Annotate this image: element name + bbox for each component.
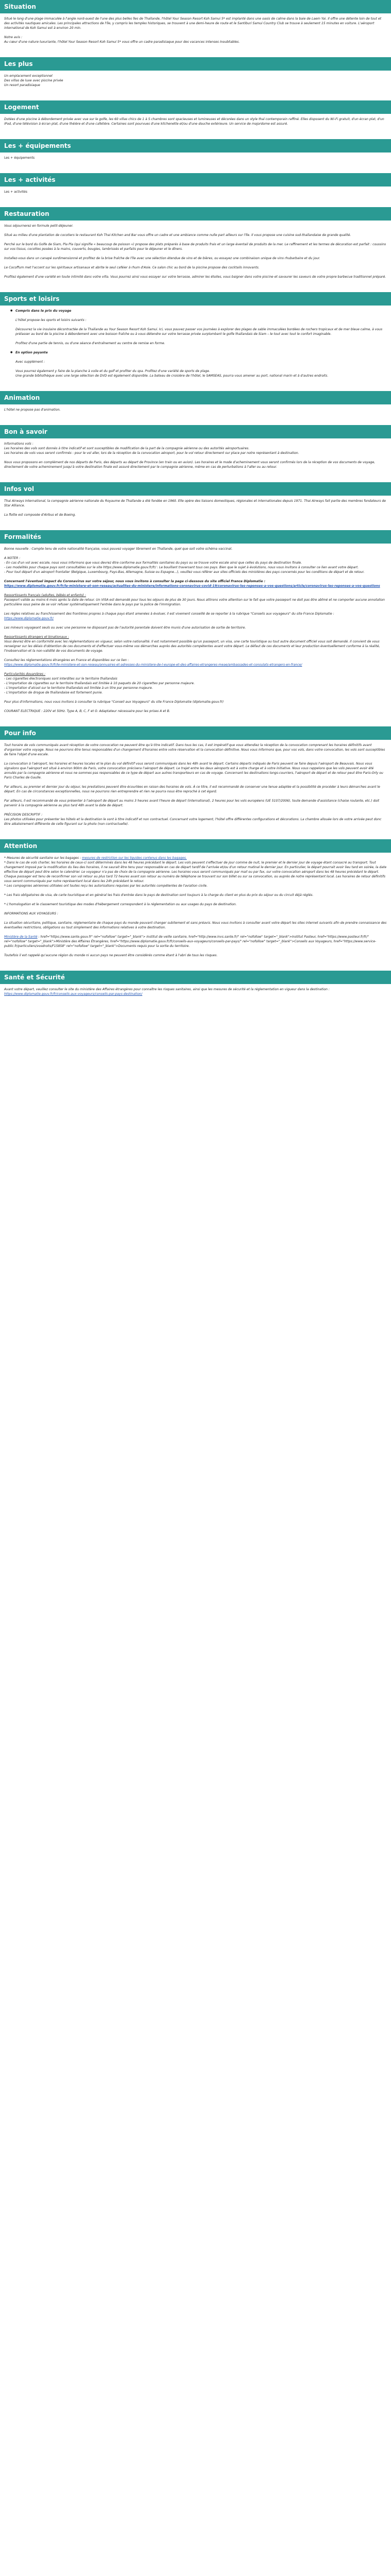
section-title-attention: Attention xyxy=(0,839,391,853)
sports-paragraph: Avec supplément : xyxy=(15,360,45,364)
animation-text: L'hôtel ne propose pas d'animation. xyxy=(4,408,61,412)
formalites-paragraph xyxy=(4,612,387,621)
formalites-paragraph xyxy=(4,658,387,667)
bonasavoir-line: Les horaires de vols vous seront confirmés : pour le vol aller, lors de la réception de la convocation aéroport, pour le vol retour directement sur place par notre représentant à destination. xyxy=(4,451,299,455)
bonasavoir-paragraph xyxy=(4,442,387,455)
section-title-activites: Les + activités xyxy=(0,173,391,187)
section-title-restauration: Restauration xyxy=(0,207,391,221)
attention-paragraph: Toutefois il est rappelé qu'aucune région du monde ni aucun pays ne peuvent être considérés comme étant à l'abri de tous les risques. xyxy=(4,954,218,957)
attention-paragraph: * L'homologation et le classement touristique des modes d'hébergement correspondent à la réglementation ou aux usages du pays de destination. xyxy=(4,903,237,906)
sports-paragraph: Découvrez la vie insulaire décontractée de la Thaïlande au Your Season Resort Koh Samui. Ici, vous pouvez passer vos journées à explorer des plages de sable immaculées bordées de rochers tropicaux et de mer bleue calme, à vous prélasser au bord de la piscine à débordement avec une boisson fraîche ou à vous détendre sur votre terrasse privée surplombant le golfe thaïlandais de Siam – le tout avec tout le confort imaginable. xyxy=(15,328,383,336)
conseils-link[interactable]: https://www.diplomatie.gouv.fr/fr/conseils-aux-voyageurs/conseils-par-pays-destination/ xyxy=(4,992,142,996)
coronavirus-note: Concernant l'éventuel impact du Coronavirus sur votre séjour, nous vous invitons à consulter la page ci-dessous du site officiel France Diplomatie : xyxy=(4,580,266,583)
pourinfo-paragraph: Tout horaire de vols communiqués avant réception de votre convocation ne peuvent être qu'à titre indicatif. Dans tous les cas, il est impératif que vous attendiez la réception de la convocation comprenant les horaires définitifs avant d'organiser votre voyage. Nous ne pourrons être tenus responsables d'un changement d'horaires entre votre réservation et la convocation définitive. Nous vous informons que, pour vos vols, dans votre convocation, les vols sont susceptibles de faire l'objet d'une escale. xyxy=(4,743,385,756)
formalites-paragraph xyxy=(4,593,387,607)
formalites-paragraph xyxy=(4,556,387,574)
formalites-line: Passeport valide au moins 6 mois après la date de retour. Un VISA est demandé pour tous les séjours de plus de 30 jours. Nous attirons votre attention sur le fait que votre passeport ne doit pas être abîmé et ne comporter aucune annotation particulière sous peine de se voir refuser systématiquement l'entrée dans le pays par la police de l'immigration. xyxy=(4,598,385,606)
section-title-animation: Animation xyxy=(0,391,391,404)
flight-info-label: Informations vols : xyxy=(4,442,34,446)
plus-item: Des villas de luxe avec piscine privée xyxy=(4,79,63,82)
plus-list xyxy=(4,74,387,88)
situation-review xyxy=(4,35,387,44)
diplomatie-link[interactable]: https://www.diplomatie.gouv.fr/ xyxy=(4,617,54,620)
coronavirus-link[interactable]: https://www.diplomatie.gouv.fr/fr/le-ministere-et-son-reseau/actualites-du-ministere/informations-coronavirus-covid-19/coronavirus-les-reponses-a-vos-questions/article/coronavirus-les-reponses-a-vos-questions xyxy=(4,584,380,588)
formalites-paragraph: Pour plus d'informations, nous vous invitons à consulter la rubrique "Conseil aux Voyageurs" du site France Diplomatie (diplomatie.gouv.fr) xyxy=(4,700,224,704)
pourinfo-paragraph: La convocation à l'aéroport, les horaires et heures locales et le plan du vol définitif vous seront communiqués dans les 48h avant le départ. Certains départs indiqués de Paris peuvent se faire depuis l'aéroport de Beauvais. Nous vous signalons que l'aéroport est situé à environ 90km de Paris, votre convocation précisera l'aéroport de départ. Le trajet entre les deux aéroports est à votre charge et à votre initiative. Nous vous rappelons que les vols peuvent avoir été annulés par la compagnie aérienne et nous ne sommes pas responsables de ce type de départ aux autres transporteurs en cas de voyage. Concernant les destinations longs-courriers, l'aéroport de départ et de retour peut être Paris-Orly ou Paris Charles de Gaulle. xyxy=(4,762,383,779)
formalites-paragraph: Bonne nouvelle : Compte tenu de votre nationalité française, vous pouvez voyager librement en Thaïlande, quel que soit votre schéma vaccinal. xyxy=(4,547,233,551)
precision-label: PRÉCISION DESCRIPTIF : xyxy=(4,813,43,817)
restauration-paragraph: Profitez également d'une variété en toute intimité dans votre villa. Vous pourrez ainsi vous essayer sur votre terrasse, admirer les étoiles, vous baigner dans votre piscine et savourer les saveurs de votre propre barbecue traditionnel préparé. xyxy=(4,275,386,279)
section-body-pourinfo xyxy=(0,740,391,833)
review-label: Notre avis : xyxy=(4,36,23,39)
included-heading: ● Compris dans le prix du voyage xyxy=(4,309,387,313)
section-body-sante xyxy=(0,984,391,1003)
section-title-sante: Santé et Sécurité xyxy=(0,971,391,984)
section-body-plus xyxy=(0,71,391,94)
restauration-paragraph: Vous séjournerez en formule petit-déjeuner. xyxy=(4,224,74,228)
section-body-infosvol xyxy=(0,496,391,524)
liquids-link[interactable]: mesures de restriction sur les liquides contenus dans les bagages. xyxy=(82,856,187,860)
restauration-paragraph: Situé au milieu d'une plantation de cocotiers le restaurant Koh Thai Kitchen and Bar vous offre un cadre et une ambiance comme nulle part ailleurs sur l'île. Il vous propose une cuisine sud-thaïlandaise de grande qualité. xyxy=(4,233,351,237)
pourinfo-paragraph: Par ailleurs, il est recommandé de vous présenter à l'aéroport de départ au moins 3 heures avant l'heure de départ (international), 2 heures pour les vols européens (UE 5107/2006), toute demande d'assistance (chaise roulante, etc.) doit parvenir à la compagnie aérienne au plus tard 48h avant la date de départ. xyxy=(4,799,380,807)
section-body-animation xyxy=(0,404,391,419)
sante-paragraph xyxy=(4,987,387,996)
formalites-line: - L'importation de drogue de thaïlandaise est fortement punie. xyxy=(4,691,103,694)
section-body-equipements xyxy=(0,152,391,167)
sports-paragraph: Profitez d'une partie de tennis, ou d'une séance d'entraînement au centre de remise en forme. xyxy=(15,342,166,345)
sante-link[interactable]: Ministère de la Santé xyxy=(4,935,38,939)
situation-paragraph: Situé le long d'une plage immaculée à l'angle nord-ouest de l'une des plus belles îles de Thaïlande, l'hôtel Your Season Resort Koh Samui 5* est implanté dans une oasis de calme dans la baie de Laem Yai. Il offre une détente loin de tout et des activités nautiques amicales. Les principales attractions de l'île, y compris les temples historiques, se trouvent à une demi-heure de route et le Santiburi Samui Country Club se trouve à seulement 15 minutes en voiture. L'aéroport international de Koh Samui est à environ 20 min. xyxy=(4,17,382,30)
sante-line: Avant votre départ, veuillez consulter le site du ministère des Affaires étrangères pour connaître les risques sanitaires, ainsi que les mesures de sécurité et la réglementation en vigueur dans la destination : xyxy=(4,988,330,991)
formalites-line: - L'importation de cigarettes sur le territoire thaïlandais est limitée à 10 paquets de 20 cigarettes par personne majeure. xyxy=(4,682,195,685)
section-title-formalites: Formalités xyxy=(0,530,391,544)
sports-paragraph xyxy=(4,369,387,378)
section-title-situation: Situation xyxy=(0,0,391,13)
section-body-bonasavoir xyxy=(0,438,391,476)
section-body-attention xyxy=(0,853,391,964)
section-title-plus: Les plus xyxy=(0,57,391,71)
formalites-line: - Pour tout départ d'un aéroport frontalier (Belgique, Luxembourg, Pays-Bas, Allemagne, Suisse ou Espagne...), veuillez vous référer aux sites officiels des ministères des pays concernés pour les conditions de départ et de retour. xyxy=(4,570,365,574)
section-title-infosvol: Infos vol xyxy=(0,482,391,496)
formalites-line: Vous devrez être en conformité avec les réglementations en vigueur, selon votre nationalité. Il est notamment possible qu'un passeport, un visa, une carte touristique ou tout autre document officiel vous soit demandé. Il convient de vous renseigner sur les délais d'obtention de ces documents et d'effectuer vous-même vos démarches auprès des autorités compétentes avant votre départ. Le défaut de ces documents et leur production éventuellement conforme à la réalité, l'inobservation et la non-validité de vos documents de voyage. xyxy=(4,640,380,653)
formalites-paragraph: COURANT ELECTRIQUE : 220V et 50Hz. Type A, B, C, F et O. Adaptateur nécessaire pour les prises A et B. xyxy=(4,709,170,713)
attention-line: * Dans le cas de vols charter, les horaires de ceux-ci sont déterminés dans les 48 heures précédant le départ. Les vols peuvent s'effectuer de jour comme de nuit, le premier et le dernier jour de voyage étant consacré au transport. Tout changement imposé par la modification du lieu des horaires, il ne saurait être tenu pour responsable en cas de départ tardif de l'arrivée et/ou d'un retour matinal le dernier jour. En particulier, le départ pourrait avoir lieu tard en soirée, la date effective de départ peut être selon le calendrier. Le voyageur n'a pas de choix de la compagnie aérienne. Les horaires vous seront communiqués par mail ou par fax, sur votre convocation aéroport dans les 48 heures précédant le départ. Chaque passager est tenu de reconfirmer son vol retour au plus tard 72 heures avant son retour au numéro de téléphone se trouvant sur son billet ou sur sa convocation, ou auprès de notre représentant local. Les horaires de retour définitifs vous seront communiqués par notre représentant local dans les 24h précédant le retour. xyxy=(4,861,387,883)
formalites-line: Les règles relatives au franchissement des frontières propres à chaque pays étant amenées à évoluer, il est vivement conseillé de se reporter à la rubrique "Conseils aux voyageurs" du site France Diplomatie : xyxy=(4,612,334,616)
review-text: Au cœur d'une nature luxuriante, l'hôtel Your Season Resort Koh Samui 5* vous offre un cadre paradisiaque pour des vacances intenses inoubliables. xyxy=(4,40,240,44)
sports-paragraph: L'hôtel propose les sports et loisirs suivants : xyxy=(15,318,87,322)
section-body-activites xyxy=(0,187,391,201)
sports-line: Une grande bibliothèque avec une large sélection de DVD est également disponible. La bateau de croisière de l'hôtel, le SAMSEAS, pourra vous amener au port, national marin et à d'autres endroits. xyxy=(15,374,329,378)
equipements-text: Les + équipements xyxy=(4,156,35,160)
formalites-line: - En cas d'un vol avec escale, nous vous informons que vous devrez être conforme aux formalités sanitaires du pays ou se trouve votre escale ainsi que celles du pays de destination finale. xyxy=(4,561,302,565)
attention-line: * Mesures de sécurité sanitaire sur les bagages : xyxy=(4,856,81,860)
restauration-paragraph: Perché sur le bord du Golfe de Siam, Pla Pla (qui signifie « beaucoup de poisson ») propose des plats préparés à base de produits frais et un large éventail de produits de la mer. Le raffinement et les termes de décoration est parfait : coussins sur vos tissus, cocottes posées à la mains, couverts, bougies, lambrissés et parfaits pour le déjeuner et le dîners. xyxy=(4,243,386,251)
formalites-paragraph xyxy=(4,672,387,695)
logement-paragraph: Dotées d'une piscine à débordement privée avec vue sur le golfe, les 60 villas chics de 1 à 5 chambres sont spacieuses et lumineuses et décorées dans un style thaï contemporain raffiné. Elles disposent du Wi-Fi gratuit, d'un écran plat, d'un iPod, d'une télévision à écran plat, d'une théière et d'une cafetière. Certaines sont pourvues d'une kitchenette et/ou d'une douche extérieure. Un service de majordome est assuré. xyxy=(4,117,384,126)
sports-line: Vous pourrez également y faire de la planche à voile et du golf et profiter du spa. Profitez d'une variété de sports de plage. xyxy=(15,369,210,373)
attention-paragraph: * Les frais obligatoires de visa, de carte touristique et en général les frais d'entrée dans le pays de destination sont toujours à la charge du client en plus du prix du séjour ou du circuit déjà réglés. xyxy=(4,893,314,897)
section-body-situation xyxy=(0,13,391,51)
optional-heading: ● En option payante xyxy=(4,350,387,355)
attention-paragraph xyxy=(4,856,387,888)
customs-label: Particularités douanières : xyxy=(4,672,46,676)
attention-paragraph xyxy=(4,935,387,948)
page xyxy=(0,0,391,1003)
attention-paragraph: INFORMATIONS AUX VOYAGEURS : xyxy=(4,912,58,916)
formalites-line: - L'importation d'alcool sur le territoire thaïlandais est limitée à un litre par personne majeure. xyxy=(4,686,153,690)
bonasavoir-paragraph: Nous vous proposons en complément de nos départs de Paris, des départs au départ de Province (en train ou en avion). Les horaires et le mode d'acheminement vous seront confirmés lors de la réception de vos documents de voyage, directement de votre acheminement jusqu'à votre destination finale est assuré directement par le compagnie aérienne, même en cas de perturbations à l'aller ou au retour. xyxy=(4,461,376,469)
formalites-line: - Les cigarettes électroniques sont interdites sur le territoire thaïlandais xyxy=(4,677,118,681)
section-title-bonasavoir: Bon à savoir xyxy=(0,425,391,438)
restauration-paragraph: Le Cocoffum met l'accent sur les spiritueux artisanaux et abrite le seul caféier à rhum d'Asie. Ce salon chic au bord de la piscine propose des cocktails innovants. xyxy=(4,266,259,269)
pourinfo-line: Les photos utilisées pour présenter les hôtels et la destination le sont à titre indicatif et non contractuel. Concernant votre logement, l'hôtel offre différentes configurations et décorations. La chambre allouée lors de votre arrivée peut donc être aléatoirement différente de celle figurant sur la photo (non contractuelle). xyxy=(4,818,382,826)
activites-text: Les + activités xyxy=(4,190,27,194)
formalites-paragraph xyxy=(4,635,387,653)
bonasavoir-line: Les horaires des vols sont donnés à titre indicatif et sont susceptibles de modification de la part de la compagnie aérienne ou des autorités aéroportuaires. xyxy=(4,447,250,450)
section-body-restauration xyxy=(0,221,391,286)
attention-line: : href="https://www.sante.gouv.fr" rel="nofollow" target="_blank"> Institut de veille sanitaire, href="http://www.invs.sante.fr/" rel="nofollow" target="_blank">Institut Pasteur, href="https://www.pasteur.fr/fr/" rel="nofollow" target="_blank">Ministère des Affaires Étrangères, href="https://www.diplomatie.gouv.fr/fr/conseils-aux-voyageurs/conseils-par-pays/" rel="nofollow" target="_blank">Conseils aux Voyageurs, href="https://www.service-public.fr/particuliers/vosdroits/F15858" rel="nofollow" target="_blank">Documents requis pour la sortie du territoire. xyxy=(4,935,377,948)
section-body-sports xyxy=(0,306,391,385)
section-title-equipements: Les + équipements xyxy=(0,139,391,152)
infosvol-paragraph: La flotte est composée d'Airbus et de Boeing. xyxy=(4,513,76,517)
pourinfo-paragraph xyxy=(4,812,387,826)
plus-item: Un emplacement exceptionnel xyxy=(4,74,53,78)
section-title-pourinfo: Pour info xyxy=(0,726,391,740)
section-title-sports: Sports et loisirs xyxy=(0,292,391,306)
section-title-logement: Logement xyxy=(0,100,391,114)
note-label: A NOTER : xyxy=(4,556,21,560)
formalites-line: - Les modalités pour chaque pays sont consultables sur le site https://www.diplomatie.gouv.fr/fr/ : Le bouillant traversant tous ces pays. Bien que le sujet à évolutions, nous vous invitons à consulter ce lien avant votre départ. xyxy=(4,566,359,569)
attention-line: * Les compagnies aériennes utilisées ont toutes reçu les autorisations requises par les autorités compétentes de l'aviation civile. xyxy=(4,884,208,888)
embassies-link[interactable]: https://www.diplomatie.gouv.fr/fr/le-ministere-et-son-reseau/annuaires-et-adresses-du-ministere-de-l-europe-et-des-affaires-etrangeres-meae/ambassades-et-consulats-etrangers-en-france/ xyxy=(4,663,302,667)
section-body-formalites xyxy=(0,544,391,720)
restauration-paragraph: Installez-vous dans un canapé surdimensionné et profitez de la brise fraîche de l'île avec une sélection étendue de vins et de bières, ou essayez une combinaison unique de vins rhubarbaire et du jour. xyxy=(4,257,320,260)
foreign-nationals-label: Ressortissants étrangers et binationaux : xyxy=(4,635,69,639)
plus-item: Un resort paradisiaque xyxy=(4,83,40,87)
formalites-line: Consultez les réglementations étrangères en France et disponibles sur ce lien : xyxy=(4,658,129,662)
formalites-paragraph: Les mineurs voyageant seuls ou avec une personne ne disposant pas de l'autorité parentale doivent être munis d'une autorisation de sortie de territoire. xyxy=(4,626,246,630)
french-nationals-label: Ressortissants français (adultes, bébés et enfants) : xyxy=(4,594,86,597)
pourinfo-paragraph: Par ailleurs, au premier et dernier jour du séjour, les prestations peuvent être écourtées en raison des horaires de vols. À ce titre, il est recommandé de conserver une tenue adaptée et la possibilité de procéder à leurs démarches avant le départ. En cas de circonstances exceptionnelles, nous ne pourrons rien entreprendre et rien ne pourra nous être reproché à cet égard. xyxy=(4,785,380,793)
infosvol-paragraph: Thai Airways International, la compagnie aérienne nationale du Royaume de Thaïlande a été fondée en 1960. Elle opère des liaisons domestiques, régionales et internationales depuis 1971. Thai Airways fait partie des membres fondateurs de Star Alliance. xyxy=(4,499,386,507)
section-body-logement xyxy=(0,114,391,133)
formalites-paragraph xyxy=(4,579,387,588)
attention-paragraph: La situation sécuritaire, politique, sanitaire, réglementaire de chaque pays du monde pouvant changer subitement et sans préavis. Nous vous invitons à consulter avant votre départ les sites internet suivants afin de prendre connaissance des éventuelles restrictions, obligations ou tout simplement des informations relatives à votre destination. xyxy=(4,921,387,929)
